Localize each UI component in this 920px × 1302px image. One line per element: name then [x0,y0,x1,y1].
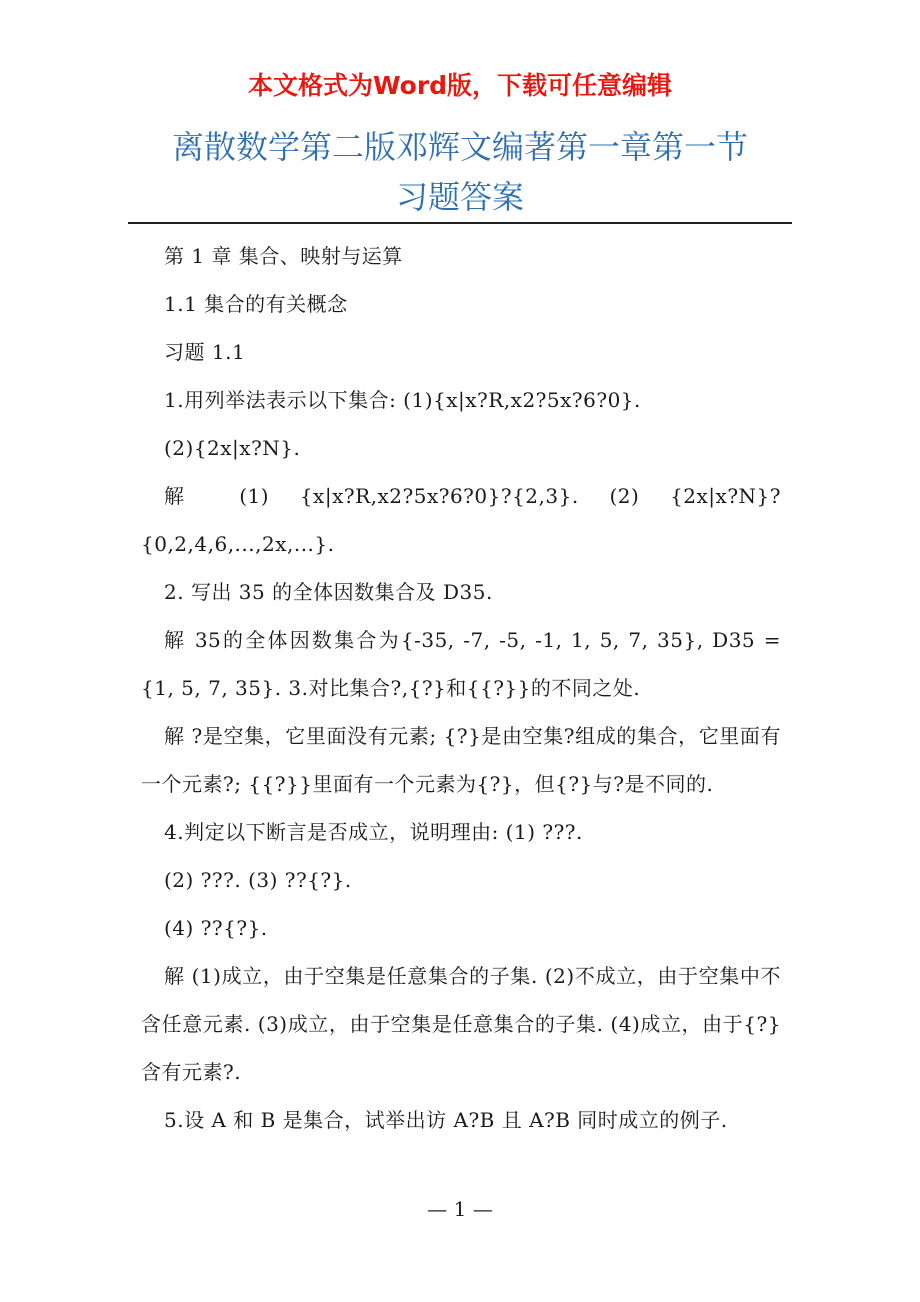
title-line-2: 习题答案 [395,178,524,216]
exercise-heading: 习题 1.1 [164,340,246,364]
chapter-heading: 第 1 章 集合、映射与运算 [164,244,403,268]
problem-5: 5.设 A 和 B 是集合，试举出访 A?B 且 A?B 同时成立的例子. [164,1108,728,1132]
problem-4: 4.判定以下断言是否成立，说明理由: (1) ???. [164,820,583,844]
title-divider [128,222,792,224]
problem-4-part-4: (4) ??{?}. [164,916,268,940]
page-number: — 1 — [427,1197,493,1221]
solution-4: 解 (1)成立，由于空集是任意集合的子集. (2)不成立，由于空集中不含任意元素. (3)成立，由于空集是任意集合的子集. (4)成立，由于{?}含有元素?. [141,964,781,1084]
problem-4-parts-2-3: (2) ???. (3) ??{?}. [164,868,352,892]
title-line-1: 离散数学第二版邓辉文编著第一章第一节 [171,128,748,166]
solution-3: 解 ?是空集，它里面没有元素; {?}是由空集?组成的集合，它里面有一个元素?; {{?}}里面有一个元素为{?}，但{?}与?是不同的. [141,724,781,796]
problem-1: 1.用列举法表示以下集合: (1){x|x?R,x2?5x?6?0}. [164,388,641,412]
solution-2: 解 35的全体因数集合为{-35, -7, -5, -1, 1, 5, 7, 35}, D35 = {1, 5, 7, 35}. 3.对比集合?,{?}和{{?}}的不同之处. [141,628,781,700]
download-banner: 本文格式为Word版，下载可任意编辑 [247,71,673,100]
section-heading: 1.1 集合的有关概念 [164,292,348,316]
problem-2: 2. 写出 35 的全体因数集合及 D35. [164,580,493,604]
problem-1-part-2: (2){2x|x?N}. [164,436,301,460]
document-body [141,232,781,1144]
solution-1: 解 (1) {x|x?R,x2?5x?6?0}?{2,3}. (2) {2x|x?N}?{0,2,4,6,...,2x,...}. [141,484,781,556]
document-title [60,122,860,222]
